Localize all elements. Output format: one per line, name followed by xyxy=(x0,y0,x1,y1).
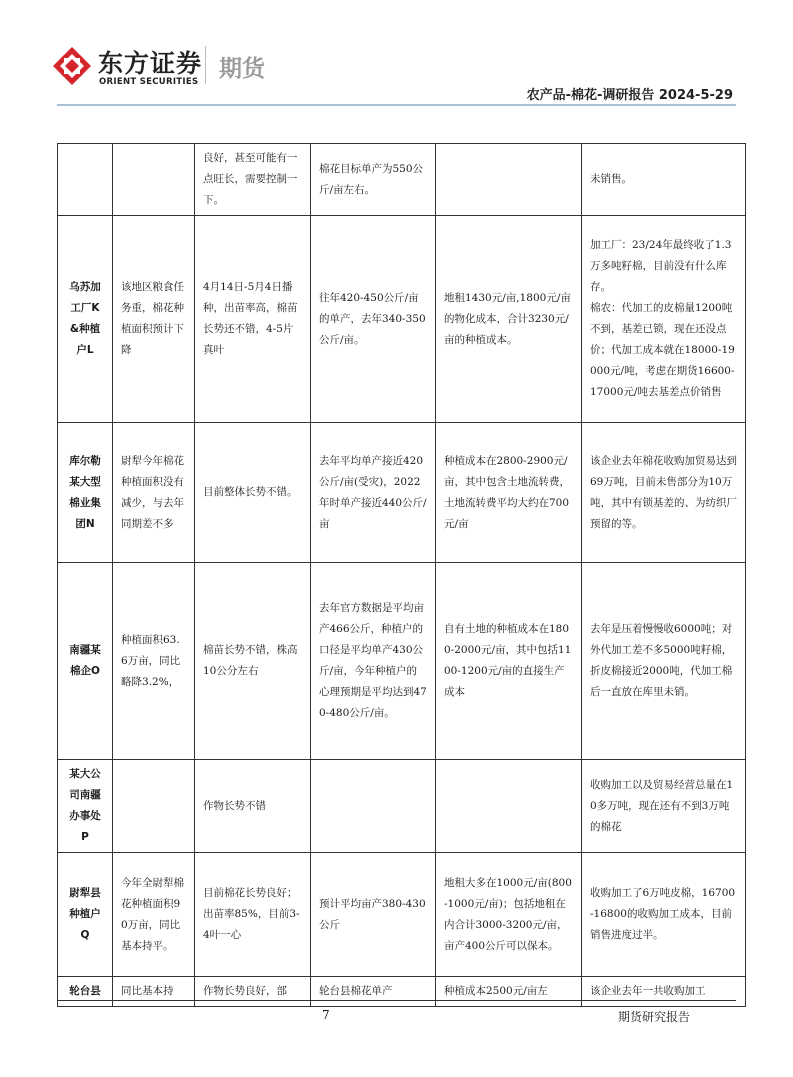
table-cell: 尉犁县种植户Q xyxy=(58,853,113,977)
table-cell: 种植成本在2800-2900元/亩，其中包含土地流转费，土地流转费平均大约在700元/亩 xyxy=(436,423,582,563)
page-number: 7 xyxy=(322,1008,330,1022)
table-row xyxy=(58,977,746,1007)
table-cell: 目前整体长势不错。 xyxy=(195,423,311,563)
table-cell: 该地区粮食任务重，棉花种植面积预计下降 xyxy=(113,216,195,423)
table-row xyxy=(58,144,746,216)
table-cell: 作物长势良好，部 xyxy=(195,977,311,1007)
table-cell: 去年官方数据是平均亩产466公斤，种植户的口径是平均单产430公斤/亩，今年种植户的心理预期是平均达到470-480公斤/亩。 xyxy=(311,563,436,760)
table-row xyxy=(58,423,746,563)
table-cell: 种植成本2500元/亩左 xyxy=(436,977,582,1007)
logo-subtitle: 期货 xyxy=(219,56,265,82)
table-cell: 往年420-450公斤/亩的单产，去年340-350公斤/亩。 xyxy=(311,216,436,423)
table-cell: 4月14日-5月4日播种，出苗率高，棉苗长势还不错，4-5片真叶 xyxy=(195,216,311,423)
table-cell: 某大公司南疆办事处P xyxy=(58,760,113,853)
table-cell: 库尔勒某大型棉业集团N xyxy=(58,423,113,563)
table-cell xyxy=(436,144,582,216)
table-cell: 棉花目标单产为550公斤/亩左右。 xyxy=(311,144,436,216)
table-cell: 预计平均亩产380-430公斤 xyxy=(311,853,436,977)
table-cell xyxy=(113,144,195,216)
table-cell: 轮台县棉花单产 xyxy=(311,977,436,1007)
table-cell xyxy=(113,760,195,853)
table-cell: 该企业去年棉花收购加贸易达到69万吨，目前未售部分为10万吨，其中有锁基差的、为纺织厂预留的等。 xyxy=(582,423,746,563)
table-cell xyxy=(436,760,582,853)
table-cell: 南疆某棉企O xyxy=(58,563,113,760)
table-cell: 地租大多在1000元/亩(800-1000元/亩)；包括地租在内合计3000-3200元/亩，亩产400公斤可以保本。 xyxy=(436,853,582,977)
logo-chinese-name: 东方证券 xyxy=(98,49,203,78)
report-title: 农产品-棉花-调研报告 2024-5-29 xyxy=(526,88,733,103)
table-cell: 今年全尉犁棉花种植面积90万亩，同比基本持平。 xyxy=(113,853,195,977)
survey-table xyxy=(57,143,746,1007)
table-cell: 轮台县 xyxy=(58,977,113,1007)
table-cell: 未销售。 xyxy=(582,144,746,216)
table-cell: 收购加工以及贸易经营总量在10多万吨，现在还有不到3万吨的棉花 xyxy=(582,760,746,853)
table-row xyxy=(58,563,746,760)
page-header xyxy=(0,0,793,112)
table-row xyxy=(58,216,746,423)
table-cell: 地租1430元/亩,1800元/亩的物化成本，合计3230元/亩的种植成本。 xyxy=(436,216,582,423)
footer-label: 期货研究报告 xyxy=(618,1010,691,1024)
table-cell: 自有土地的种植成本在1800-2000元/亩，其中包括1100-1200元/亩的直接生产成本 xyxy=(436,563,582,760)
table-cell: 作物长势不错 xyxy=(195,760,311,853)
header-divider xyxy=(57,104,736,106)
table-cell: 去年是压着慢慢收6000吨；对外代加工差不多5000吨籽棉，折皮棉接近2000吨，代加工棉后一直放在库里未销。 xyxy=(582,563,746,760)
table-cell: 良好，甚至可能有一点旺长，需要控制一下。 xyxy=(195,144,311,216)
logo-english-name: ORIENT SECURITIES xyxy=(99,77,199,87)
table-cell: 收购加工了6万吨皮棉，16700-16800的收购加工成本，目前销售进度过半。 xyxy=(582,853,746,977)
table-row xyxy=(58,853,746,977)
table-cell: 尉犁今年棉花种植面积没有减少，与去年同期差不多 xyxy=(113,423,195,563)
footer-divider xyxy=(57,1000,736,1001)
table-cell: 同比基本持 xyxy=(113,977,195,1007)
table-cell: 加工厂：23/24年最终收了1.3万多吨籽棉，目前没有什么库存。 棉农：代加工的皮棉量1200吨不到，基差已锁，现在还没点价；代加工成本就在18000-19000元/吨，考虑在期货16600-17000元/吨去基差点价销售 xyxy=(582,216,746,423)
orient-logo-icon xyxy=(52,46,92,86)
logo-divider xyxy=(205,46,206,84)
table-cell: 该企业去年一共收购加工 xyxy=(582,977,746,1007)
table-cell: 目前棉花长势良好；出苗率85%，目前3-4叶一心 xyxy=(195,853,311,977)
table-cell: 棉苗长势不错，株高10公分左右 xyxy=(195,563,311,760)
table-cell xyxy=(58,144,113,216)
table-cell: 种植面积63.6万亩，同比略降3.2%， xyxy=(113,563,195,760)
table-cell: 去年平均单产接近420公斤/亩(受灾)，2022年时单产接近440公斤/亩 xyxy=(311,423,436,563)
table-cell xyxy=(311,760,436,853)
table-row xyxy=(58,760,746,853)
table-cell: 乌苏加工厂K&种植户L xyxy=(58,216,113,423)
